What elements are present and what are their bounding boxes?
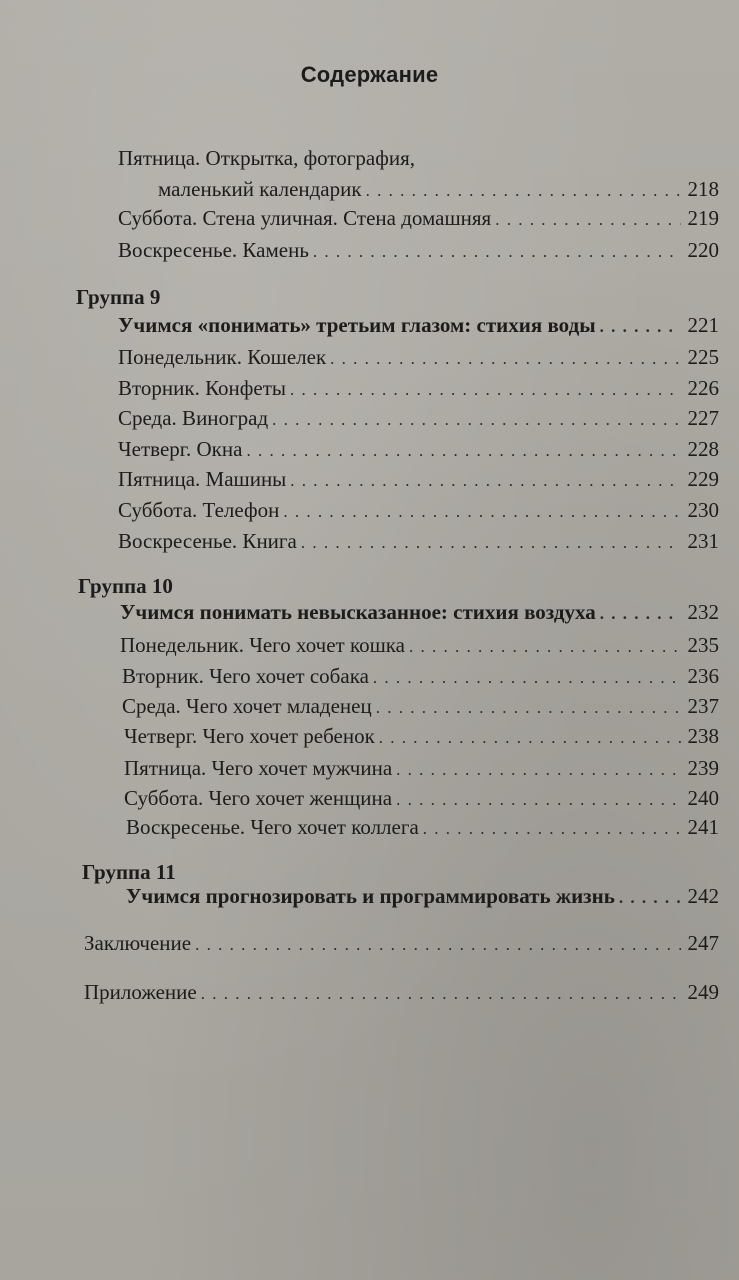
group-topic <box>120 600 719 630</box>
leader-dots <box>600 317 681 337</box>
toc-page-number: 249 <box>687 980 719 1004</box>
toc-page-number: 239 <box>687 756 719 780</box>
toc-entry <box>122 694 719 724</box>
toc-page-number: 237 <box>687 694 719 718</box>
toc-entry <box>124 756 719 786</box>
toc-entry-text: Среда. Виноград <box>118 406 269 430</box>
leader-dots <box>246 441 681 461</box>
toc-entry <box>118 406 719 436</box>
toc-entry <box>118 529 719 559</box>
toc-page-number: 235 <box>687 633 719 657</box>
page-title: Содержание <box>300 62 439 87</box>
toc-entry-text: Среда. Чего хочет младенец <box>122 694 372 718</box>
toc-entry-text: Понедельник. Чего хочет кошка <box>120 633 405 657</box>
group-heading: Группа 10 <box>78 574 173 598</box>
toc-entry-line1: Пятница. Открытка, фотография, <box>118 146 415 170</box>
toc-entry <box>126 815 719 845</box>
toc-entry <box>158 177 719 207</box>
toc-entry-text: Вторник. Конфеты <box>118 376 286 400</box>
leader-dots <box>373 668 681 688</box>
toc-entry <box>84 980 719 1010</box>
toc-page-number: 227 <box>687 406 719 430</box>
toc-page-number: 220 <box>687 238 719 262</box>
toc-entry <box>118 345 719 375</box>
toc-entry <box>118 206 719 236</box>
toc-page-number: 242 <box>687 884 719 908</box>
toc-entry-text: Вторник. Чего хочет собака <box>122 664 369 688</box>
toc-entry-text: Пятница. Машины <box>118 467 287 491</box>
toc-entry-text: Приложение <box>84 980 197 1004</box>
leader-dots <box>376 698 681 718</box>
toc-page-number: 228 <box>687 437 719 461</box>
toc-entry-text: Пятница. Чего хочет мужчина <box>124 756 393 780</box>
leader-dots <box>396 760 681 780</box>
toc-entry <box>118 238 719 268</box>
leader-dots <box>366 181 681 201</box>
leader-dots <box>201 984 681 1004</box>
toc-page-number: 236 <box>687 664 719 688</box>
toc-entry <box>122 664 719 694</box>
toc-entry <box>118 467 719 497</box>
leader-dots <box>396 790 681 810</box>
toc-entry-text: Понедельник. Кошелек <box>118 345 327 369</box>
toc-page-number: 230 <box>687 498 719 522</box>
toc-entry-text: Четверг. Окна <box>118 437 243 461</box>
leader-dots <box>283 502 681 522</box>
leader-dots <box>272 410 681 430</box>
toc-entry-text: Суббота. Телефон <box>118 498 280 522</box>
toc-entry <box>118 498 719 528</box>
group-topic-text: Учимся прогнозировать и программировать жизнь <box>126 884 615 908</box>
toc-entry <box>120 633 719 663</box>
leader-dots <box>330 349 681 369</box>
leader-dots <box>423 819 681 839</box>
toc-page-number: 219 <box>687 206 719 230</box>
toc-entry-text: Воскресенье. Чего хочет коллега <box>126 815 419 839</box>
group-topic-text: Учимся понимать невысказанное: стихия воздуха <box>120 600 596 624</box>
toc-entry <box>118 376 719 406</box>
toc-entry-text: Воскресенье. Камень <box>118 238 309 262</box>
toc-entry-text: Четверг. Чего хочет ребенок <box>124 724 375 748</box>
leader-dots <box>600 604 681 624</box>
toc-entry <box>84 931 719 961</box>
leader-dots <box>290 471 681 491</box>
toc-entry-text: Суббота. Чего хочет женщина <box>124 786 393 810</box>
toc-page-number: 221 <box>687 313 719 337</box>
toc-page-number: 240 <box>687 786 719 810</box>
toc-entry <box>124 724 719 754</box>
toc-page-number: 225 <box>687 345 719 369</box>
toc-page-number: 238 <box>687 724 719 748</box>
toc-entry-text: Воскресенье. Книга <box>118 529 297 553</box>
leader-dots <box>290 380 681 400</box>
toc-entry-text: маленький календарик <box>158 177 362 201</box>
leader-dots <box>301 533 681 553</box>
toc-entry <box>118 437 719 467</box>
group-topic-text: Учимся «понимать» третьим глазом: стихия воды <box>118 313 596 337</box>
toc-page-number: 218 <box>687 177 719 201</box>
leader-dots <box>313 242 681 262</box>
leader-dots <box>195 935 681 955</box>
leader-dots <box>619 888 681 908</box>
toc-entry <box>124 786 719 816</box>
group-topic <box>118 313 719 343</box>
toc-page-number: 226 <box>687 376 719 400</box>
leader-dots <box>379 728 681 748</box>
group-heading: Группа 11 <box>82 860 176 884</box>
leader-dots <box>495 210 681 230</box>
toc-entry-text: Суббота. Стена уличная. Стена домашняя <box>118 206 492 230</box>
toc-page-number: 229 <box>687 467 719 491</box>
toc-page-number: 247 <box>687 931 719 955</box>
group-heading: Группа 9 <box>76 285 161 309</box>
leader-dots <box>409 637 681 657</box>
toc-entry-text: Заключение <box>84 931 192 955</box>
toc-page-number: 232 <box>687 600 719 624</box>
toc-page-number: 231 <box>687 529 719 553</box>
group-topic <box>126 884 719 914</box>
toc-page-number: 241 <box>687 815 719 839</box>
